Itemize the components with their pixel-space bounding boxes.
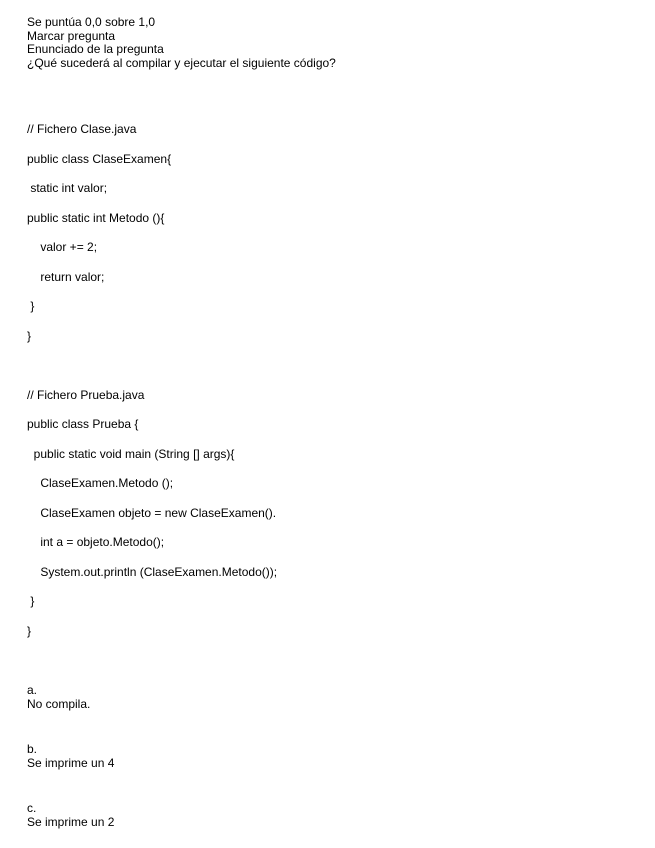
code-line: ClaseExamen objeto = new ClaseExamen(). [27,506,277,520]
statement-label: Enunciado de la pregunta [27,42,164,56]
code-line: } [27,299,35,313]
code-line: public static int Metodo (){ [27,211,165,225]
code-line: ClaseExamen.Metodo (); [27,476,174,490]
code-line: valor += 2; [27,240,98,254]
option-letter: c. [27,801,37,815]
code-line: // Fichero Prueba.java [27,388,145,402]
answer-option-c[interactable] [27,801,114,829]
option-text: No compila. [27,697,91,711]
code-line: // Fichero Clase.java [27,122,137,136]
code-line: int a = objeto.Metodo(); [27,535,165,549]
question-header [27,16,336,70]
code-line: return valor; [27,270,105,284]
code-line: } [27,329,32,343]
option-letter: a. [27,683,38,697]
option-text: Se imprime un 4 [27,756,115,770]
answer-option-a[interactable] [27,683,90,711]
code-line: static int valor; [27,181,108,195]
question-text: ¿Qué sucederá al compilar y ejecutar el siguiente código? [27,55,336,70]
code-line: } [27,624,32,638]
answer-option-b[interactable] [27,742,114,770]
code-line: } [27,594,35,608]
code-line: System.out.println (ClaseExamen.Metodo()); [27,565,278,579]
option-text: Se imprime un 2 [27,815,115,829]
code-line: public class Prueba { [27,417,139,431]
flag-question-link[interactable]: Marcar pregunta [27,28,116,43]
option-letter: b. [27,742,38,756]
code-line: public static void main (String [] args){ [27,447,235,461]
code-line: public class ClaseExamen{ [27,152,172,166]
score-text: Se puntúa 0,0 sobre 1,0 [27,15,156,29]
